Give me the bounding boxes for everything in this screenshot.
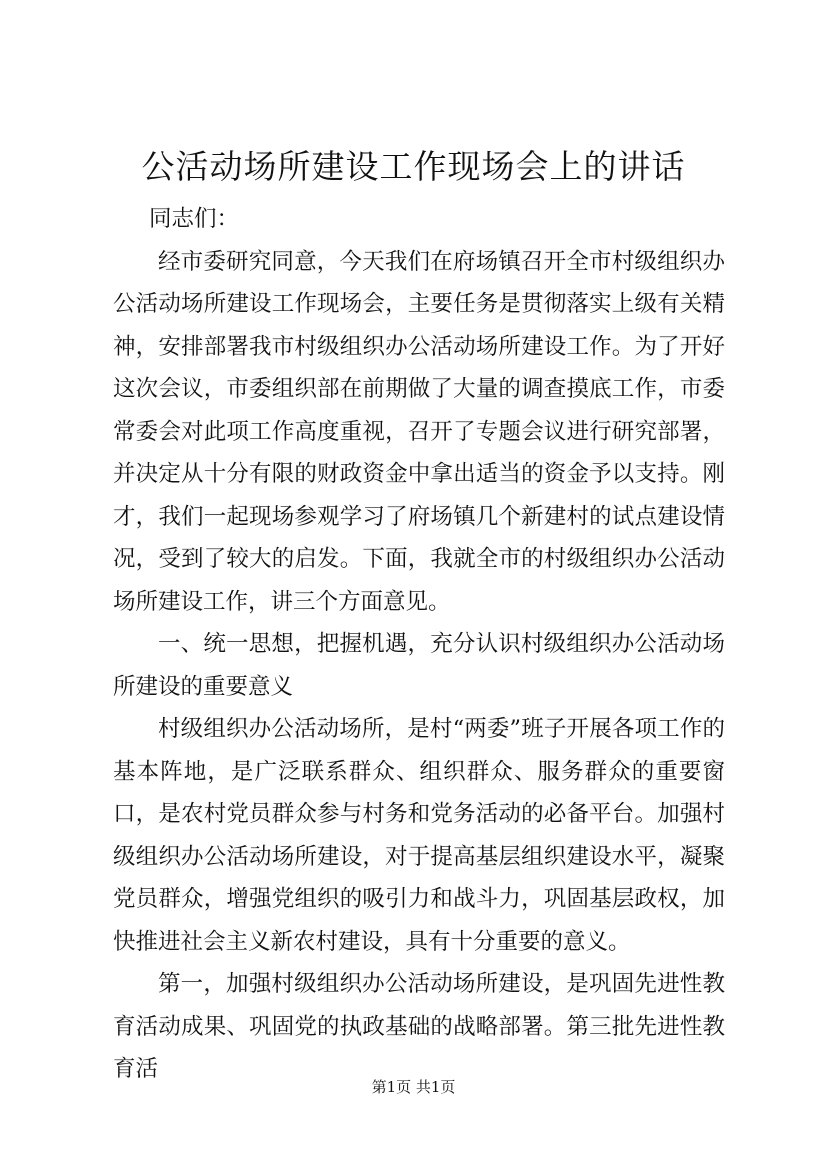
paragraph-significance: 村级组织办公活动场所，是村“两委”班子开展各项工作的基本阵地，是广泛联系群众、组织群众、服务群众的重要窗口，是农村党员群众参与村务和党务活动的必备平台。加强村级组织办公活动场所建设，对于提高基层组织建设水平，凝聚党员群众，增强党组织的吸引力和战斗力，巩固基层政权，加快推进社会主义新农村建设，具有十分重要的意义。 — [113, 716, 725, 955]
document-title: 公活动场所建设工作现场会上的讲话 — [141, 147, 686, 186]
paragraph-first-point: 第一，加强村级组织办公活动场所建设，是巩固先进性教育活动成果、巩固党的执政基础的战略部署。第三批先进性教育活 — [113, 971, 725, 1082]
section-heading-1: 一、统一思想，把握机遇，充分认识村级组织办公活动场所建设的重要意义 — [113, 631, 725, 700]
paragraph-intro: 经市委研究同意，今天我们在府场镇召开全市村级组织办公活动场所建设工作现场会，主要任务是贯彻落实上级有关精神，安排部署我市村级组织办公活动场所建设工作。为了开好这次会议，市委组织部在前期做了大量的调查摸底工作，市委常委会对此项工作高度重视，召开了专题会议进行研究部署，并决定从十分有限的财政资金中拿出适当的资金予以支持。刚才，我们一起现场参观学习了府场镇几个新建村的试点建设情况，受到了较大的启发。下面，我就全市的村级组织办公活动场所建设工作，讲三个方面意见。 — [113, 248, 725, 615]
greeting: 同志们： — [149, 206, 240, 232]
page-footer: 第1页 共1页 — [371, 1078, 456, 1096]
document-body — [113, 198, 725, 1091]
